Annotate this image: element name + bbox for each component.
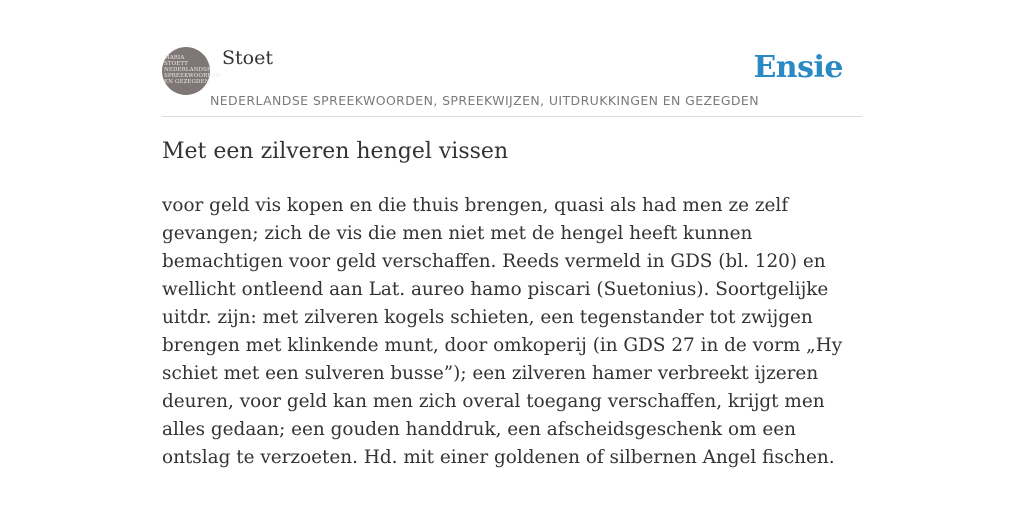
entry-definition: voor geld vis kopen en die thuis brengen, quasi als had men ze zelf gevangen; zich de vis die men niet met de hengel heeft kunnen bemachtigen voor geld verschaffen. Reeds vermeld in GDS (bl. 120) en wellicht ontleend aan Lat. aureo hamo piscari (Suetonius). Soortgelijke uitdr. zijn: met zilveren kogels schieten, een tegenstander tot zwijgen brengen met klinkende munt, door omkoperij (in GDS 27 in de vorm „Hy schiet met een sulveren busse”); een zilveren hamer verbreekt ijzeren deuren, voor geld kan men zich overal toegang verschaffen, krijgt men alles gedaan; een gouden handdruk, een afscheidsgeschenk om een ontslag te verzoeten. Hd. mit einer goldenen of silbernen Angel fischen. xyxy=(162,195,843,468)
header xyxy=(162,44,862,117)
entry-title: Met een zilveren hengel vissen xyxy=(162,139,509,164)
author-avatar[interactable] xyxy=(162,47,221,95)
brand-logo[interactable]: Ensie xyxy=(753,50,843,85)
author-name[interactable]: Stoet xyxy=(222,47,273,69)
avatar-book-cover-text: MARIA STOETT NEDERLANDSE SPREEKWOORDEN EN GEZEGDEN xyxy=(164,55,221,85)
source-subtitle[interactable]: NEDERLANDSE SPREEKWOORDEN, SPREEKWIJZEN, UITDRUKKINGEN EN GEZEGDEN xyxy=(210,93,759,108)
